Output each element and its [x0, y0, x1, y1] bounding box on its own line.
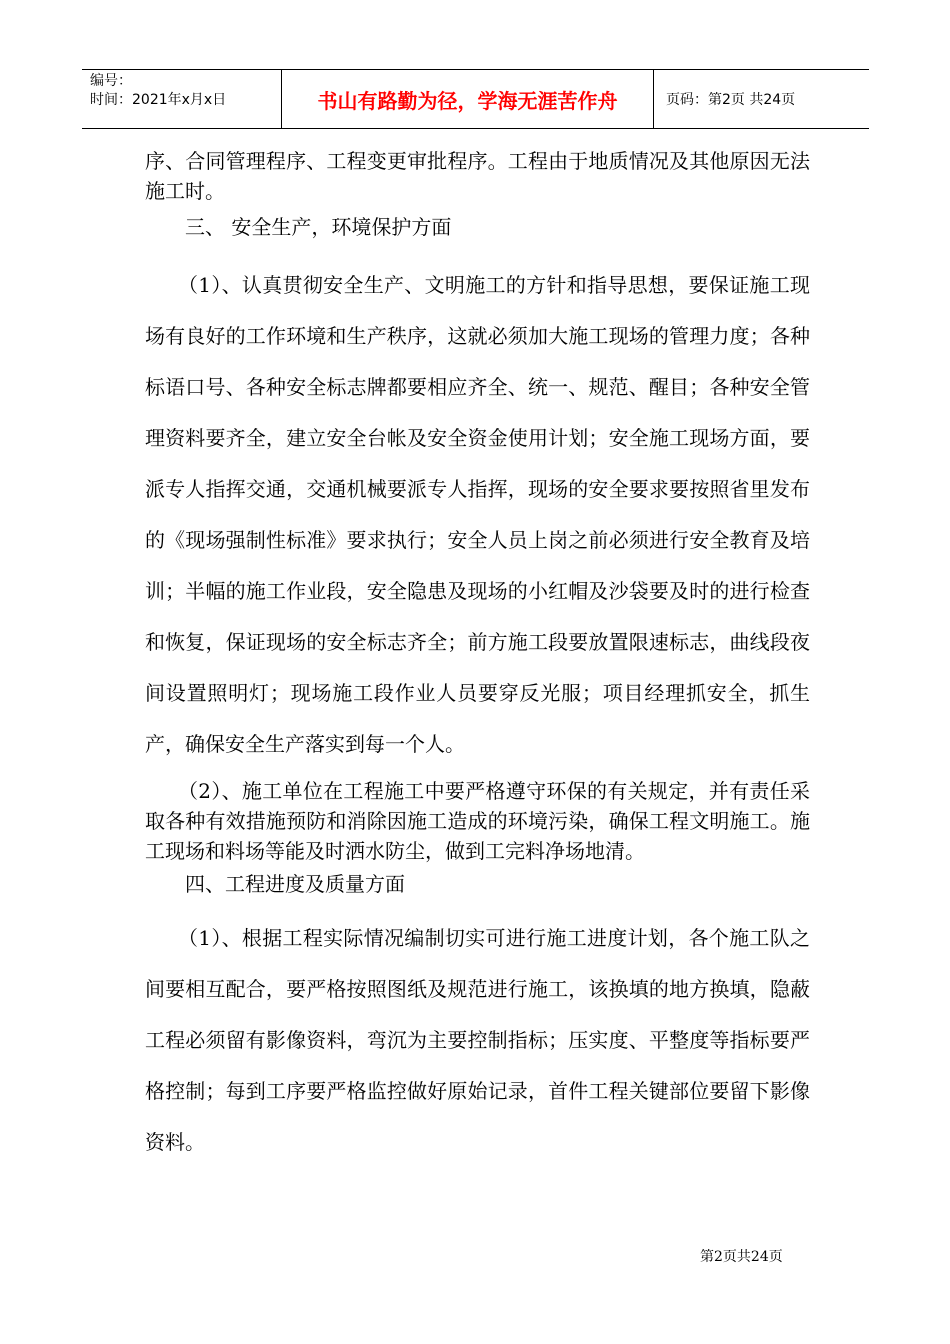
progress-item-1: （1）、根据工程实际情况编制切实可进行施工进度计划，各个施工队之间要相互配合，要严格按照图纸及规范进行施工，该换填的地方换填，隐蔽工程必须留有影像资料，弯沉为主要控制指标；压实度、平整度等指标要严格控制；每到工序要严格监控做好原始记录，首件工程关键部位要留下影像资料。	[145, 926, 810, 1154]
safety-item-2: （2）、施工单位在工程施工中要严格遵守环保的有关规定，并有责任采取各种有效措施预防和消除因施工造成的环境污染，确保工程文明施工。施工现场和料场等能及时洒水防尘，做到工完料净场地清。	[145, 779, 810, 863]
header-table	[82, 69, 869, 129]
section-heading-progress: 四、工程进度及质量方面	[185, 872, 405, 896]
document-body	[145, 146, 810, 1168]
header-meta-cell	[82, 70, 282, 128]
document-date: 时间：2021年x月x日	[90, 92, 227, 108]
safety-item-1: （1）、认真贯彻安全生产、文明施工的方针和指导思想，要保证施工现场有良好的工作环境和生产秩序，这就必须加大施工现场的管理力度；各种标语口号、各种安全标志牌都要相应齐全、统一、规范、醒目；各种安全管理资料要齐全，建立安全台帐及安全资金使用计划；安全施工现场方面，要派专人指挥交通，交通机械要派专人指挥，现场的安全要求要按照省里发布的《现场强制性标准》要求执行；安全人员上岗之前必须进行安全教育及培训；半幅的施工作业段，安全隐患及现场的小红帽及沙袋要及时的进行检查和恢复，保证现场的安全标志齐全；前方施工段要放置限速标志，曲线段夜间设置照明灯；现场施工段作业人员要穿反光服；项目经理抓安全，抓生产，确保安全生产落实到每一个人。	[145, 273, 810, 756]
page-footer: 第2页共24页	[700, 1249, 783, 1265]
continuation-paragraph: 序、合同管理程序、工程变更审批程序。工程由于地质情况及其他原因无法施工时。	[145, 149, 810, 203]
section-heading-safety: 三、 安全生产，环境保护方面	[185, 215, 452, 239]
header-motto: 书山有路勤为径，学海无涯苦作舟	[282, 70, 654, 128]
document-number-label: 编号：	[90, 73, 132, 89]
header-page-info: 页码：第2页 共24页	[666, 92, 796, 108]
